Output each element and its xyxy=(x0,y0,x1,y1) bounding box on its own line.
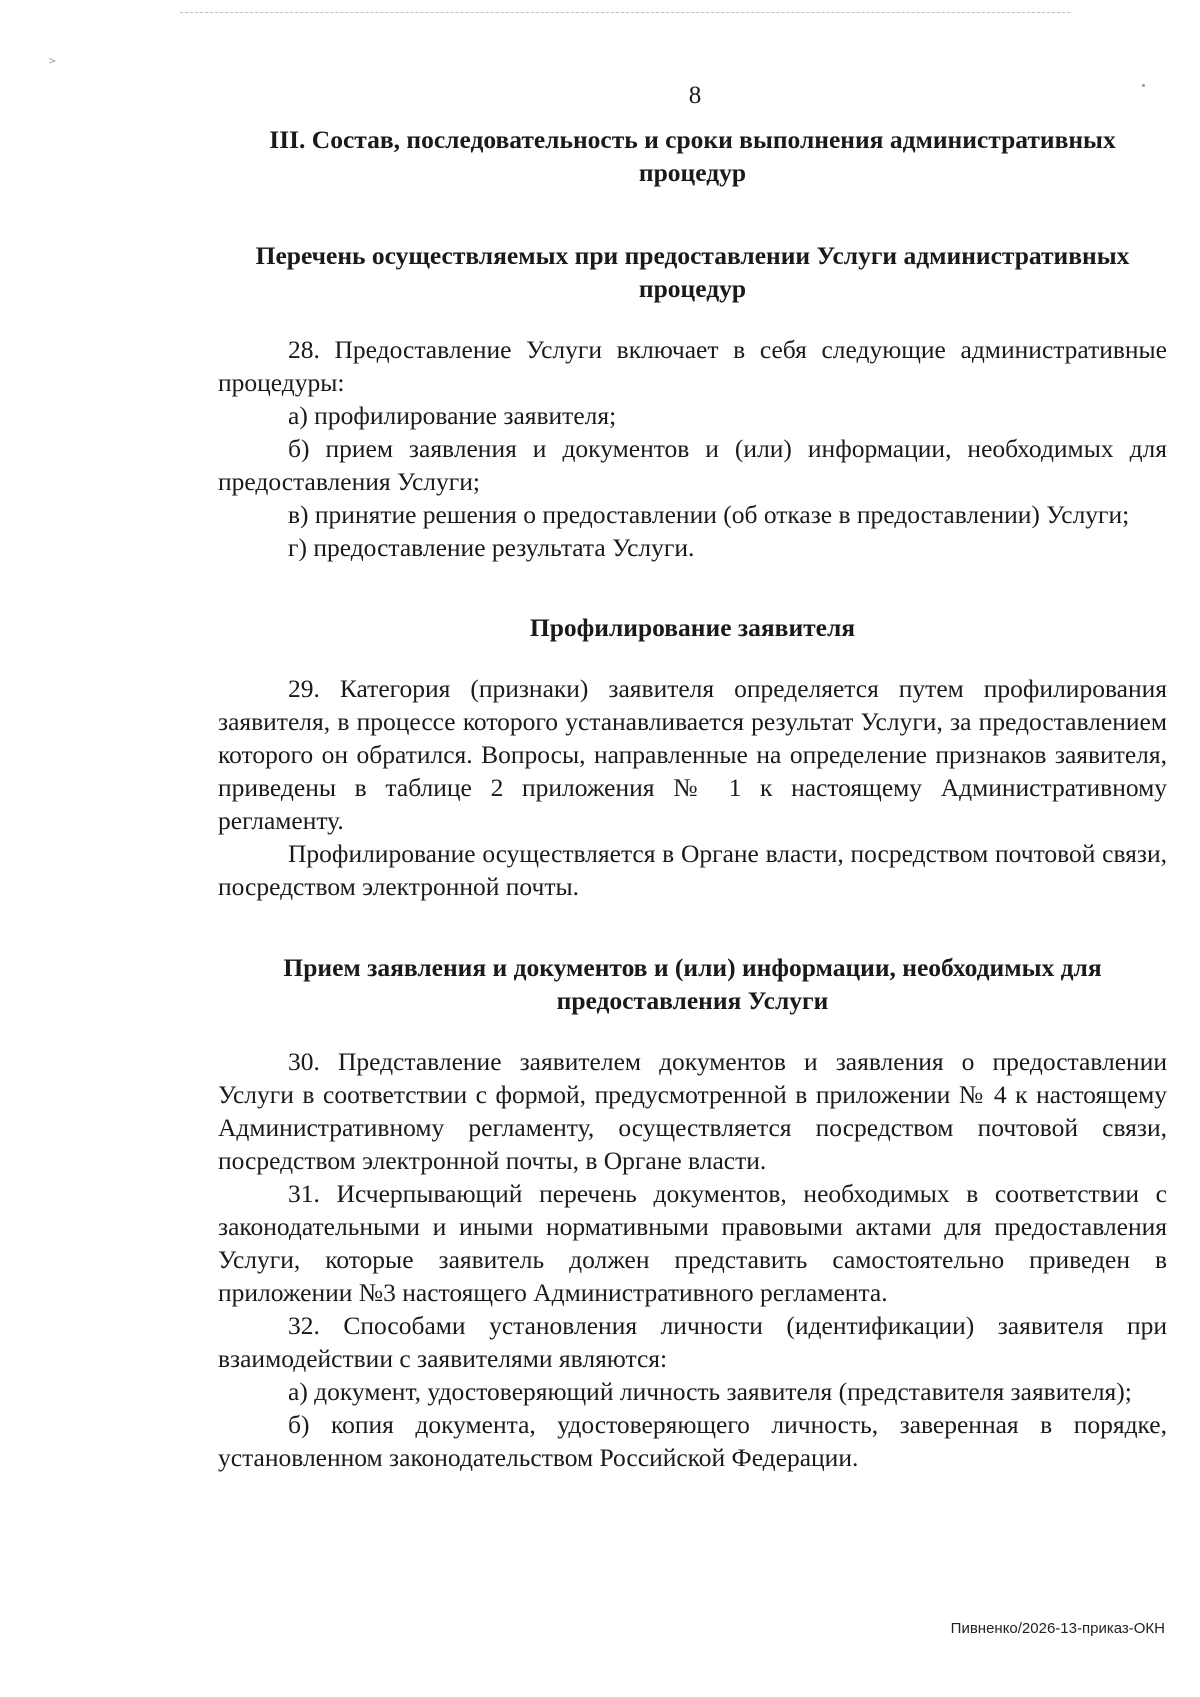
paragraph-32: 32. Способами установления личности (идентификации) заявителя при взаимодействии с заявителями являются: xyxy=(218,1311,1167,1373)
subsection-title-procedures: Перечень осуществляемых при предоставлении Услуги административных процедур xyxy=(255,241,1130,303)
document-body xyxy=(218,123,1167,1474)
section-title: III. Состав, последовательность и сроки выполнения административных процедур xyxy=(269,125,1116,187)
identification-item-a: а) документ, удостоверяющий личность заявителя (представителя заявителя); xyxy=(288,1377,1132,1406)
list-item-v: в) принятие решения о предоставлении (об отказе в предоставлении) Услуги; xyxy=(288,500,1130,529)
list-item-a: а) профилирование заявителя; xyxy=(288,401,617,430)
scan-artifact-line xyxy=(180,12,1070,13)
list-item-g: г) предоставление результата Услуги. xyxy=(288,533,695,562)
scan-artifact-mark: > xyxy=(48,56,57,67)
document-reference: Пивненко/2026-13-приказ-ОКН xyxy=(950,1620,1165,1637)
identification-item-b: б) копия документа, удостоверяющего личность, заверенная в порядке, установленном законодательством Российской Федерации. xyxy=(218,1410,1167,1472)
paragraph-29: 29. Категория (признаки) заявителя определяется путем профилирования заявителя, в процессе которого устанавливается результат Услуги, за предоставлением которого он обратился. Вопросы, направленные на определение признаков заявителя, приведены в таблице 2 приложения № 1 к настоящему Административному регламенту. xyxy=(218,674,1167,835)
paragraph-31: 31. Исчерпывающий перечень документов, необходимых в соответствии с законодательными и иными нормативными правовыми актами для предоставления Услуги, которые заявитель должен представить самостоятельно приведен в приложении №3 настоящего Административного регламента. xyxy=(218,1179,1167,1307)
paragraph-30: 30. Представление заявителем документов и заявления о предоставлении Услуги в соответствии с формой, предусмотренной в приложении № 4 к настоящему Административному регламенту, осуществляется посредством почтовой связи, посредством электронной почты, в Органе власти. xyxy=(218,1047,1167,1175)
page-number: 8 xyxy=(688,82,702,109)
list-item-b: б) прием заявления и документов и (или) информации, необходимых для предоставления Услуги; xyxy=(218,434,1167,496)
subsection-title-profiling: Профилирование заявителя xyxy=(529,613,856,642)
paragraph-28: 28. Предоставление Услуги включает в себя следующие административные процедуры: xyxy=(218,335,1167,397)
subsection-title-reception: Прием заявления и документов и (или) информации, необходимых для предоставления Услуги xyxy=(283,953,1102,1015)
paragraph-profiling-channels: Профилирование осуществляется в Органе власти, посредством почтовой связи, посредством электронной почты. xyxy=(218,839,1167,901)
